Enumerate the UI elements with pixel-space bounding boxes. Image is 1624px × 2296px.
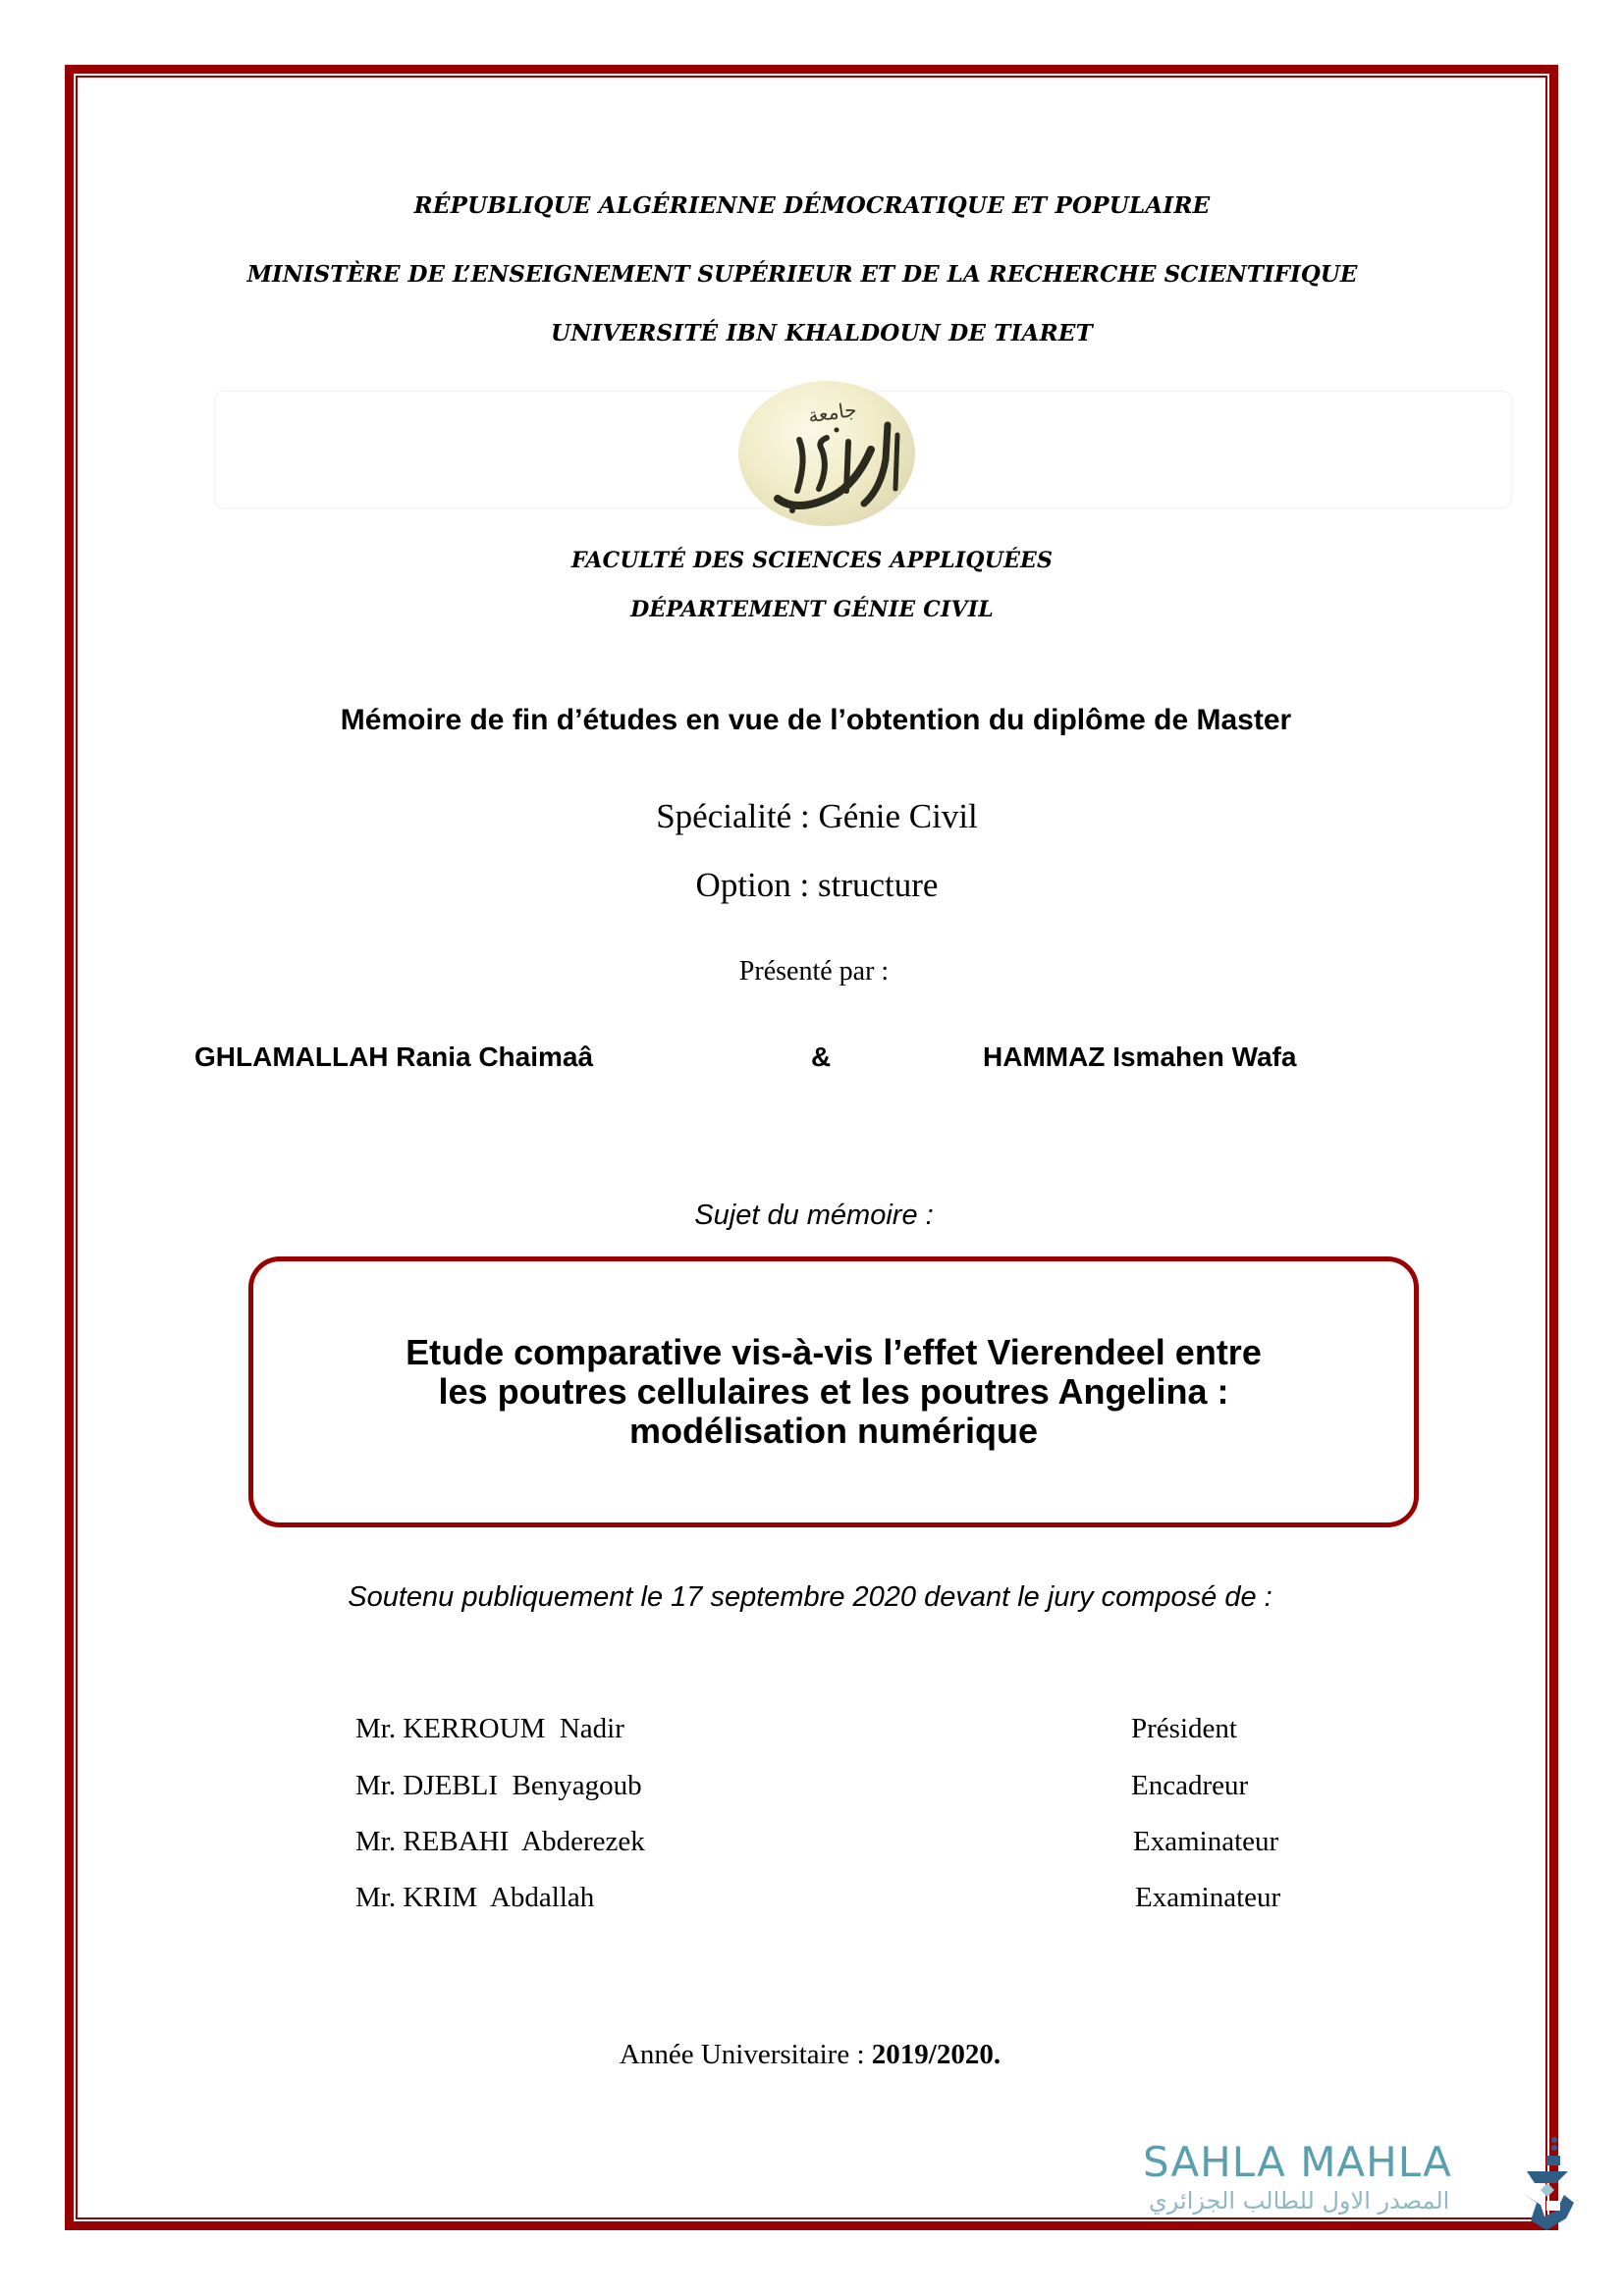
thesis-title bbox=[294, 1333, 1374, 1451]
jury-name: Mr. DJEBLI Benyagoub bbox=[355, 1770, 642, 1801]
thesis-purpose: Mémoire de fin d’études en vue de l’obtention du diplôme de Master bbox=[340, 704, 1292, 736]
faculty-heading: FACULTÉ DES SCIENCES APPLIQUÉES bbox=[570, 548, 1054, 573]
jury-row bbox=[355, 1826, 1337, 1865]
jury-name: Mr. REBAHI Abderezek bbox=[355, 1826, 645, 1857]
sahla-mahla-emblem-icon bbox=[1517, 2132, 1576, 2240]
defense-statement: Soutenu publiquement le 17 septembre 2020 devant le jury composé de : bbox=[348, 1581, 1272, 1613]
jury-role: Examinateur bbox=[1135, 1882, 1281, 1913]
academic-year bbox=[0, 2039, 1622, 2071]
academic-year-value: 2019/2020. bbox=[871, 2039, 1001, 2070]
author-2: HAMMAZ Ismahen Wafa bbox=[983, 1041, 1297, 1072]
thesis-title-line: Etude comparative vis-à-vis l’effet Vierendeel entre bbox=[406, 1332, 1262, 1372]
university-heading: UNIVERSITÉ IBN KHALDOUN DE TIARET bbox=[551, 320, 1093, 347]
author-separator: & bbox=[811, 1041, 832, 1072]
subject-label: Sujet du mémoire : bbox=[694, 1200, 934, 1231]
jury-name: Mr. KRIM Abdallah bbox=[355, 1882, 595, 1913]
presented-by-label: Présenté par : bbox=[738, 956, 890, 987]
ministry-heading: MINISTÈRE DE L’ENSEIGNEMENT SUPÉRIEUR ET DE LA RECHERCHE SCIENTIFIQUE bbox=[246, 261, 1358, 288]
option: Option : structure bbox=[695, 866, 939, 904]
jury-role: Examinateur bbox=[1133, 1826, 1279, 1857]
thesis-title-line: modélisation numérique bbox=[628, 1411, 1039, 1451]
department-heading: DÉPARTEMENT GÉNIE CIVIL bbox=[630, 597, 994, 622]
academic-year-label: Année Universitaire : bbox=[619, 2039, 872, 2070]
author-1: GHLAMALLAH Rania Chaimaâ bbox=[194, 1041, 594, 1072]
jury-role: Encadreur bbox=[1131, 1770, 1249, 1801]
sahla-mahla-watermark bbox=[1139, 2132, 1571, 2230]
university-logo-icon bbox=[738, 381, 915, 526]
jury-row bbox=[355, 1713, 1337, 1752]
watermark-tagline: المصدر الاول للطالب الجزائري bbox=[1149, 2187, 1450, 2215]
republic-heading: RÉPUBLIQUE ALGÉRIENNE DÉMOCRATIQUE ET POPULAIRE bbox=[413, 192, 1211, 219]
watermark-brand: SAHLA MAHLA bbox=[1143, 2138, 1452, 2186]
jury-name: Mr. KERROUM Nadir bbox=[355, 1713, 624, 1744]
jury-role: Président bbox=[1131, 1713, 1237, 1744]
speciality: Spécialité : Génie Civil bbox=[656, 797, 978, 835]
thesis-title-line: les poutres cellulaires et les poutres Angelina : bbox=[438, 1371, 1229, 1412]
calligraphy-icon bbox=[738, 381, 915, 526]
jury-row bbox=[355, 1770, 1337, 1809]
svg-text:جامعة: جامعة bbox=[806, 397, 858, 428]
thesis-title-box bbox=[248, 1256, 1419, 1527]
jury-row bbox=[355, 1882, 1337, 1921]
